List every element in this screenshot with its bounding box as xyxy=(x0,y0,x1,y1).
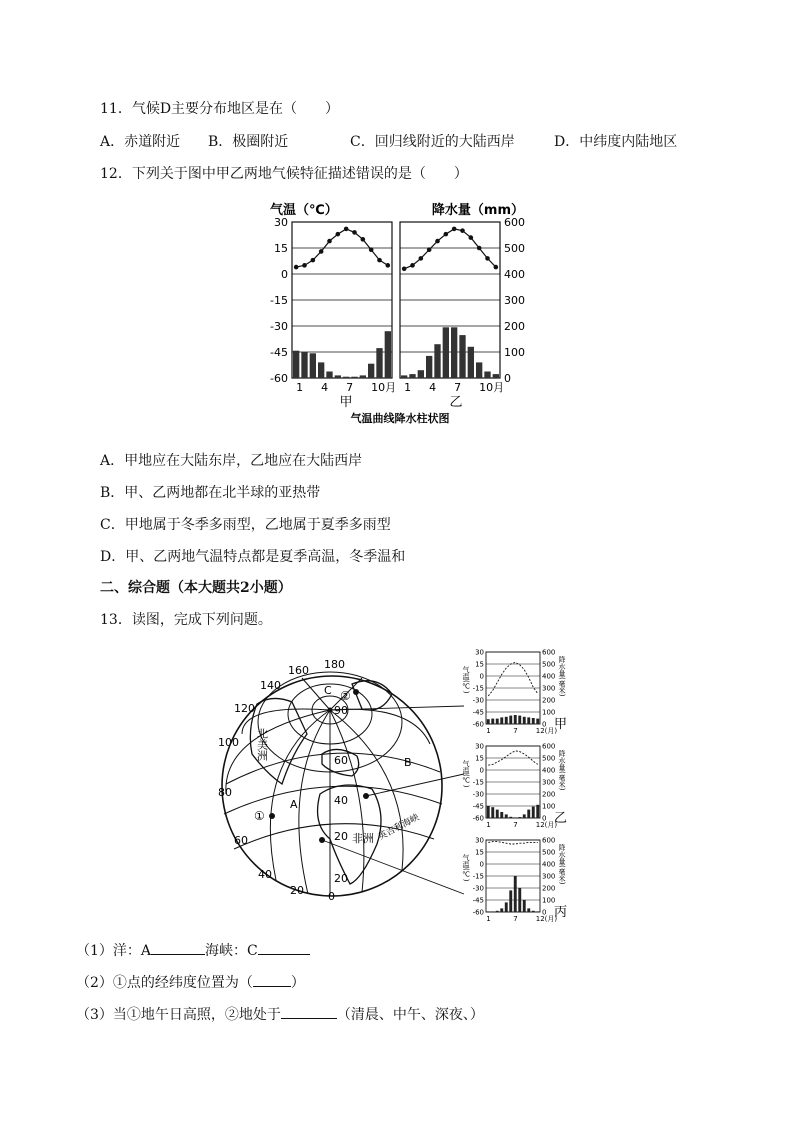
mini-precip-tick: 200 xyxy=(542,884,556,893)
mini-precip-bar xyxy=(514,817,517,818)
mini-precip-tick: 300 xyxy=(542,872,556,881)
x-tick-yi: 1 xyxy=(404,381,412,394)
q12-option-c[interactable]: C．甲地属于冬季多雨型，乙地属于夏季多雨型 xyxy=(100,517,391,533)
mini-precip-bar xyxy=(523,814,526,818)
sub2-prefix: （2） xyxy=(76,975,113,991)
chart-yi-label: 乙 xyxy=(449,395,463,410)
mini-precip-axis: 降水量(毫米) xyxy=(558,844,566,885)
sub3-end: （清晨、中午、深夜、） xyxy=(336,1007,484,1023)
mini-precip-bar xyxy=(527,717,530,724)
north-america-label: 北美洲 xyxy=(255,728,269,761)
mini-precip-bar xyxy=(532,911,535,912)
temp-point-jia xyxy=(377,258,382,263)
sub3-mid: 地午日高照， xyxy=(140,1007,225,1023)
mini-temp-tick: 15 xyxy=(475,754,484,763)
precip-bar-yi xyxy=(484,372,490,379)
precip-ticks xyxy=(504,216,525,385)
mini-temp-tick: 15 xyxy=(475,848,484,857)
temp-axis-label: 气温（℃） xyxy=(270,203,338,218)
lat-40: 40 xyxy=(334,794,348,807)
temp-point-yi xyxy=(427,247,432,252)
precip-bar-jia xyxy=(368,364,374,378)
mini-precip-bar xyxy=(527,908,530,912)
precip-bar-jia xyxy=(326,372,332,379)
chart-jia-label: 甲 xyxy=(339,395,353,410)
mini-precip-tick: 400 xyxy=(542,766,556,775)
mini-precip-bar xyxy=(505,902,508,912)
x-tick-yi: 7 xyxy=(454,381,462,394)
sub2-text: 点的经纬度位置为（ xyxy=(126,975,253,991)
mini-chart-jia xyxy=(462,649,567,736)
mini-precip-bar xyxy=(500,908,503,912)
leader-line-jia xyxy=(330,706,464,710)
temp-line-yi xyxy=(404,229,496,269)
mini-precip-bar xyxy=(505,717,508,724)
temp-point-yi xyxy=(477,246,482,251)
precip-bar-yi xyxy=(443,327,449,378)
mini-precip-bar xyxy=(527,810,530,818)
lat-20: 20 xyxy=(334,830,348,843)
ocean-b-label: B xyxy=(404,756,412,769)
sub3-circled-2: ② xyxy=(224,1007,239,1023)
mini-precip-bar xyxy=(496,911,499,912)
temp-point-yi xyxy=(410,263,415,268)
temp-point-jia xyxy=(361,237,366,242)
point-2-label: ② xyxy=(340,689,351,703)
climate-chart-q12 xyxy=(262,196,532,431)
mini-precip-tick: 500 xyxy=(542,660,556,669)
mini-temp-tick: -60 xyxy=(472,720,484,729)
temp-tick: -15 xyxy=(270,294,288,307)
mini-precip-tick: 300 xyxy=(542,778,556,787)
lon-20: 20 xyxy=(290,884,304,897)
mini-x-tick: 1 xyxy=(486,821,491,829)
mini-precip-tick: 200 xyxy=(542,790,556,799)
mini-precip-bar xyxy=(536,911,539,912)
mini-precip-tick: 600 xyxy=(542,648,556,657)
section-title: 二、综合题（本大题共2小题） xyxy=(100,580,292,596)
mini-precip-tick: 100 xyxy=(542,896,556,905)
precip-bar-jia xyxy=(343,377,349,378)
mini-precip-bar xyxy=(487,911,490,912)
q13-sub2 xyxy=(76,972,305,992)
temp-tick: 30 xyxy=(274,216,288,229)
mini-precip-bar xyxy=(491,719,494,724)
mini-temp-tick: 30 xyxy=(475,742,484,751)
mini-precip-bar xyxy=(536,805,539,818)
mini-precip-bar xyxy=(514,715,517,724)
mini-temp-tick: -15 xyxy=(472,778,484,787)
precip-tick: 100 xyxy=(504,346,525,359)
sub3-circled-1: ① xyxy=(126,1007,141,1023)
mini-temp-tick: -30 xyxy=(472,696,484,705)
mini-precip-tick: 300 xyxy=(542,684,556,693)
temp-point-jia xyxy=(386,263,391,268)
q13-sub1 xyxy=(76,940,310,960)
leader-line-bing xyxy=(322,840,464,894)
mini-temp-tick: 0 xyxy=(479,860,484,869)
precip-tick: 600 xyxy=(504,216,525,229)
lon-160: 160 xyxy=(288,664,309,677)
mini-temp-tick: -45 xyxy=(472,896,484,905)
mini-precip-bar xyxy=(505,814,508,818)
mini-temp-axis: 气温(℃) xyxy=(462,666,470,694)
temp-point-yi xyxy=(435,239,440,244)
precip-bar-yi xyxy=(434,344,440,378)
sub3-text: 地处于 xyxy=(238,1007,281,1023)
q11-option-d[interactable]: D．中纬度内陆地区 xyxy=(554,134,678,150)
sub2-circled: ① xyxy=(112,975,127,991)
mini-chart-name: 丙 xyxy=(554,905,568,920)
temp-ticks xyxy=(270,216,288,385)
precip-tick: 200 xyxy=(504,320,525,333)
mini-x-tick: 7 xyxy=(513,915,518,923)
temp-point-jia xyxy=(352,230,357,235)
temp-point-yi xyxy=(419,256,424,261)
mini-temp-tick: 30 xyxy=(475,836,484,845)
q12-option-d[interactable]: D．甲、乙两地气温特点都是夏季高温，冬季温和 xyxy=(100,549,406,565)
time-blank[interactable] xyxy=(281,1004,337,1019)
mini-precip-tick: 600 xyxy=(542,742,556,751)
lat-20s: 20 xyxy=(334,872,348,885)
mini-precip-bar xyxy=(536,719,539,724)
mini-precip-bar xyxy=(523,900,526,912)
mini-precip-bar xyxy=(514,876,517,912)
mini-precip-bar xyxy=(509,817,512,818)
temp-point-jia xyxy=(327,239,332,244)
mini-precip-bar xyxy=(491,807,494,818)
leader-line-yi xyxy=(366,774,464,796)
lon-0: 0 xyxy=(328,890,335,903)
mini-chart-name: 甲 xyxy=(554,717,568,732)
lat-90: 90 xyxy=(334,704,348,717)
mini-x-tick: 7 xyxy=(513,821,518,829)
precip-bar-jia xyxy=(385,331,391,378)
precip-bar-yi xyxy=(451,327,457,378)
mini-temp-tick: -15 xyxy=(472,684,484,693)
precip-tick: 500 xyxy=(504,242,525,255)
precip-bar-yi xyxy=(401,375,407,378)
sub2-end: ） xyxy=(290,975,305,991)
sub1-middle: 海峡：C xyxy=(205,943,258,959)
precip-bar-jia xyxy=(310,353,316,378)
x-tick-jia: 1 xyxy=(296,381,304,394)
temp-point-jia xyxy=(344,227,349,232)
mini-precip-bar xyxy=(532,807,535,818)
chart-jia-panel xyxy=(292,222,396,394)
temp-tick: -45 xyxy=(270,346,288,359)
mini-temp-tick: 30 xyxy=(475,648,484,657)
chart-yi-panel xyxy=(400,222,504,394)
mini-temp-line xyxy=(488,662,538,696)
precip-bar-yi xyxy=(468,347,474,378)
x-tick-jia: 10月 xyxy=(371,381,397,394)
mini-precip-tick: 0 xyxy=(542,720,547,729)
precip-bar-yi xyxy=(493,374,499,378)
x-tick-yi: 4 xyxy=(429,381,437,394)
temp-point-yi xyxy=(452,227,457,232)
point-1-dot xyxy=(269,813,275,819)
chart-title: 气温曲线降水柱状图 xyxy=(350,412,450,425)
temp-point-yi xyxy=(469,235,474,240)
lat-60: 60 xyxy=(334,754,348,767)
mini-precip-bar xyxy=(500,812,503,818)
precip-bar-yi xyxy=(418,370,424,378)
temp-point-jia xyxy=(294,265,299,270)
globe-figure xyxy=(212,644,582,924)
mini-temp-axis: 气温(℃) xyxy=(462,760,470,788)
temp-point-yi xyxy=(460,228,465,233)
precip-bar-yi xyxy=(459,335,465,378)
temp-tick: -60 xyxy=(270,372,288,385)
temp-point-yi xyxy=(494,265,499,270)
q12-option-b[interactable]: B．甲、乙两地都在北半球的亚热带 xyxy=(100,485,321,501)
precip-tick: 300 xyxy=(504,294,525,307)
mini-precip-bar xyxy=(518,716,521,724)
q11-option-c[interactable]: C．回归线附近的大陆西岸 xyxy=(350,134,515,150)
mini-temp-tick: -30 xyxy=(472,790,484,799)
q12-option-a[interactable]: A．甲地应在大陆东岸，乙地应在大陆西岸 xyxy=(100,453,363,469)
mini-temp-line xyxy=(488,842,538,844)
mini-precip-bar xyxy=(496,810,499,818)
precip-bar-jia xyxy=(335,375,341,378)
lon-80: 80 xyxy=(218,786,232,799)
globe xyxy=(222,672,442,896)
lon-120: 120 xyxy=(234,702,255,715)
q12-stem: 12．下列关于图中甲乙两地气候特征描述错误的是（ ） xyxy=(100,166,468,182)
africa-label: 非洲 xyxy=(352,832,374,845)
mini-x-tick: 1 xyxy=(486,915,491,923)
x-tick-yi: 10月 xyxy=(479,381,505,394)
mini-temp-axis: 气温(℃) xyxy=(462,854,470,882)
mini-precip-tick: 400 xyxy=(542,672,556,681)
lon-40: 40 xyxy=(258,868,272,881)
precip-bar-yi xyxy=(476,362,482,378)
x-tick-jia: 4 xyxy=(321,381,329,394)
mini-precip-tick: 100 xyxy=(542,802,556,811)
x-tick-jia: 7 xyxy=(346,381,354,394)
mini-precip-tick: 0 xyxy=(542,814,547,823)
precip-tick: 400 xyxy=(504,268,525,281)
mini-precip-tick: 0 xyxy=(542,908,547,917)
mini-chart-yi xyxy=(462,743,567,830)
channel-label: 英吉利海峡 xyxy=(376,812,422,843)
precip-bar-jia xyxy=(376,348,382,378)
temp-point-jia xyxy=(319,249,324,254)
q13-stem: 13．读图，完成下列问题。 xyxy=(100,612,272,628)
lon-140: 140 xyxy=(260,679,281,692)
mini-chart-name: 乙 xyxy=(554,811,568,826)
temp-point-yi xyxy=(402,267,407,272)
ocean-a-label: A xyxy=(290,798,298,811)
mini-precip-bar xyxy=(509,890,512,912)
precip-bar-yi xyxy=(409,374,415,378)
temp-tick: -30 xyxy=(270,320,288,333)
mini-precip-tick: 500 xyxy=(542,754,556,763)
mini-precip-bar xyxy=(487,806,490,818)
temp-point-yi xyxy=(485,256,490,261)
mini-temp-tick: -30 xyxy=(472,884,484,893)
mini-precip-tick: 100 xyxy=(542,708,556,717)
mini-precip-bar xyxy=(518,817,521,818)
mini-chart-bing xyxy=(462,837,567,924)
ocean-a-blank[interactable] xyxy=(151,940,205,955)
mini-temp-tick: -60 xyxy=(472,814,484,823)
q11-option-a[interactable]: A．赤道附近 xyxy=(100,134,181,150)
temp-point-jia xyxy=(311,258,316,263)
temp-tick: 15 xyxy=(274,242,288,255)
mini-precip-bar xyxy=(500,717,503,724)
mini-precip-bar xyxy=(532,718,535,724)
precip-bar-jia xyxy=(301,352,307,378)
mini-precip-tick: 500 xyxy=(542,848,556,857)
mini-precip-bar xyxy=(509,716,512,724)
precip-tick: 0 xyxy=(504,372,511,385)
mini-temp-tick: 15 xyxy=(475,660,484,669)
mini-precip-bar xyxy=(487,719,490,724)
mini-temp-tick: -60 xyxy=(472,908,484,917)
lon-180: 180 xyxy=(324,658,345,671)
mini-precip-axis: 降水量(毫米) xyxy=(558,656,566,697)
mini-x-tick: 12(月) xyxy=(535,727,558,735)
mini-precip-bar xyxy=(518,888,521,912)
mini-precip-bar xyxy=(523,717,526,724)
temp-point-jia xyxy=(336,232,341,237)
sub3-prefix: （3）当 xyxy=(76,1007,127,1023)
lonlat-blank[interactable] xyxy=(253,972,291,987)
strait-c-label: C xyxy=(324,684,332,697)
temp-tick: 0 xyxy=(281,268,288,281)
mini-temp-tick: -15 xyxy=(472,872,484,881)
mini-temp-tick: -45 xyxy=(472,708,484,717)
q13-sub3 xyxy=(76,1004,484,1024)
temp-point-jia xyxy=(302,263,307,268)
precip-axis-label: 降水量（mm） xyxy=(431,203,524,218)
mini-temp-tick: 0 xyxy=(479,672,484,681)
precip-bar-jia xyxy=(351,377,357,378)
lon-100: 100 xyxy=(218,736,239,749)
mini-temp-tick: -45 xyxy=(472,802,484,811)
mini-precip-tick: 600 xyxy=(542,836,556,845)
strait-c-blank[interactable] xyxy=(258,940,310,955)
mini-precip-bar xyxy=(496,719,499,724)
sub1-prefix: （1）洋：A xyxy=(76,943,152,959)
precip-bar-jia xyxy=(360,375,366,378)
mini-x-tick: 12(月) xyxy=(535,915,558,923)
mini-precip-bar xyxy=(491,911,494,912)
mini-precip-tick: 200 xyxy=(542,696,556,705)
mini-x-tick: 7 xyxy=(513,727,518,735)
mini-x-tick: 12(月) xyxy=(535,821,558,829)
q11-stem: 11．气候D主要分布地区是在（ ） xyxy=(100,101,340,117)
point-1-label: ① xyxy=(254,809,265,823)
precip-bar-jia xyxy=(318,362,324,378)
temp-point-yi xyxy=(444,232,449,237)
mini-precip-tick: 400 xyxy=(542,860,556,869)
mini-x-tick: 1 xyxy=(486,727,491,735)
temp-point-jia xyxy=(369,247,374,252)
lon-60: 60 xyxy=(234,834,248,847)
precip-bar-jia xyxy=(293,351,299,378)
precip-bar-yi xyxy=(426,356,432,378)
q11-option-b[interactable]: B．极圈附近 xyxy=(208,134,289,150)
mini-temp-tick: 0 xyxy=(479,766,484,775)
mini-precip-axis: 降水量(毫米) xyxy=(558,750,566,791)
point-2-dot xyxy=(353,689,359,695)
